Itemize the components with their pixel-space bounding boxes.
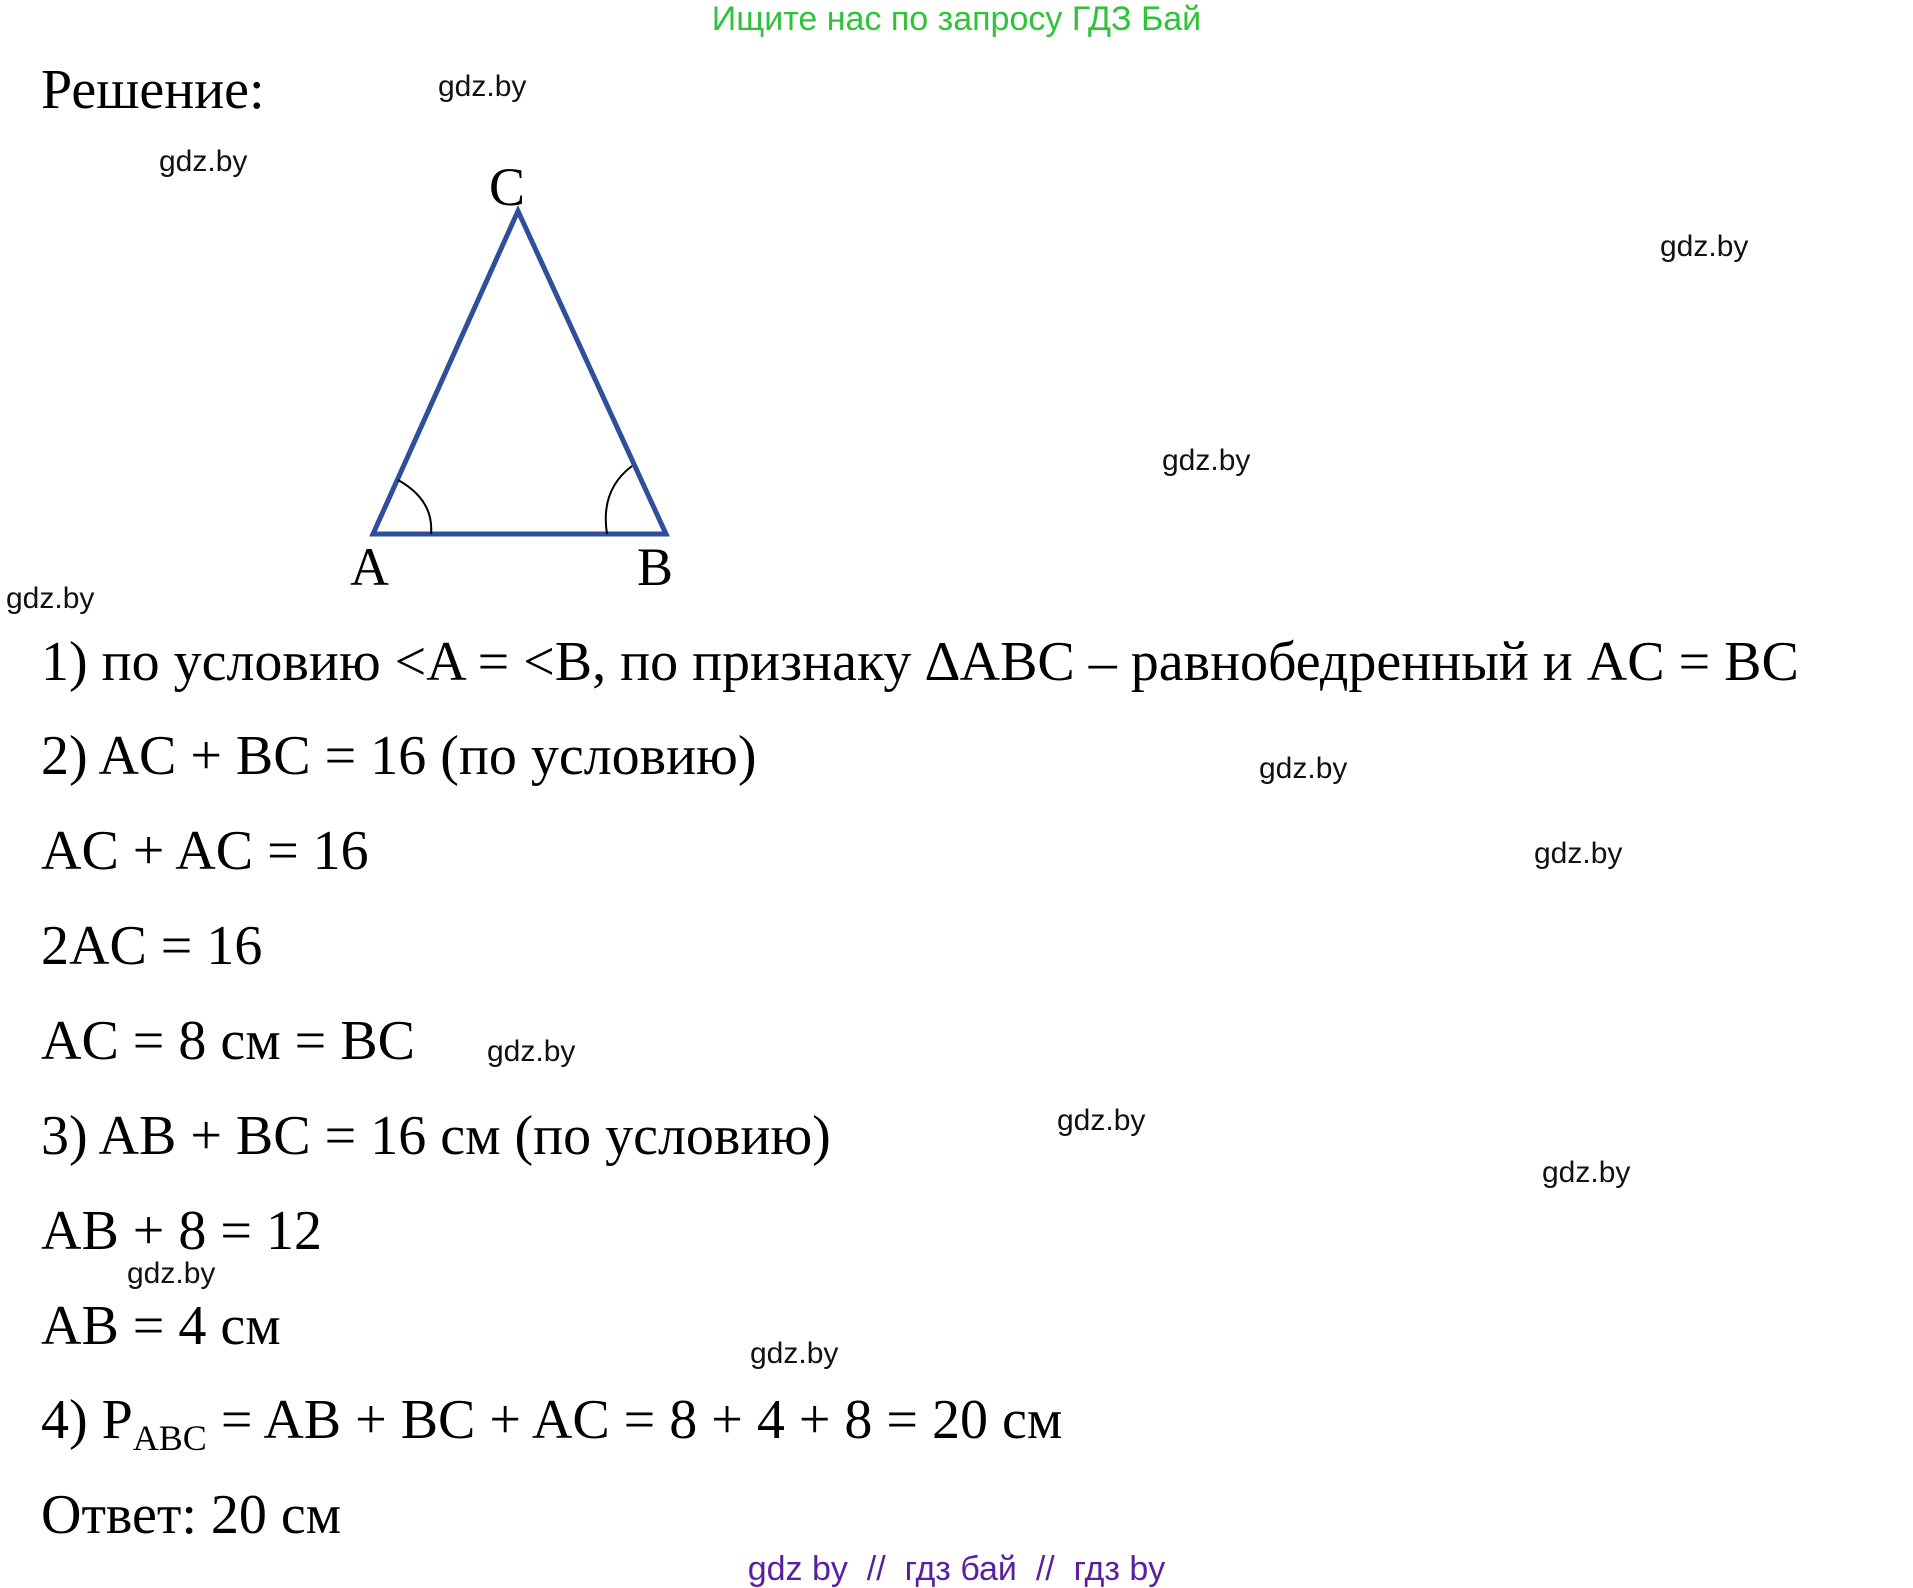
perimeter-subscript: ABC	[132, 1418, 207, 1458]
vertex-label-a: A	[350, 537, 389, 597]
watermark: gdz.by	[1660, 230, 1749, 263]
watermark: gdz.by	[1162, 444, 1251, 477]
footer-links: gdz by // гдз бай // гдз by	[747, 1550, 1166, 1588]
top-banner: Ищите нас по запросу ГДЗ Бай	[711, 0, 1202, 38]
solution-step-1: 1) по условию <A = <B, по признаку ∆ABC – равнобедренный и AC = BC	[41, 631, 1799, 693]
angle-a-arc	[398, 480, 431, 534]
solution-line-7: AB + 8 = 12	[41, 1200, 322, 1262]
triangle-abc	[373, 211, 666, 534]
answer-line: Ответ: 20 см	[41, 1484, 342, 1546]
perimeter-equation: = AB + BC + AC = 8 + 4 + 8 = 20 см	[206, 1389, 1063, 1451]
solution-heading: Решение:	[41, 59, 265, 121]
watermark: gdz.by	[1057, 1104, 1146, 1137]
solution-line-8: AB = 4 см	[41, 1295, 281, 1357]
vertex-label-c: C	[489, 157, 526, 217]
watermark: gdz.by	[6, 582, 95, 615]
solution-line-5: AC = 8 см = BC	[41, 1010, 415, 1072]
watermark: gdz.by	[159, 145, 248, 178]
watermark: gdz.by	[487, 1035, 576, 1068]
perimeter-symbol: 4) P	[41, 1389, 133, 1451]
watermark: gdz.by	[750, 1337, 839, 1370]
watermark: gdz.by	[127, 1257, 216, 1290]
vertex-label-b: B	[637, 537, 674, 597]
watermark: gdz.by	[438, 70, 527, 103]
solution-step-4	[41, 1389, 1063, 1458]
solution-step-3: 3) AB + BC = 16 см (по условию)	[41, 1105, 831, 1167]
watermark: gdz.by	[1542, 1156, 1631, 1189]
watermark: gdz.by	[1534, 837, 1623, 870]
solution-step-2: 2) AC + BC = 16 (по условию)	[41, 725, 757, 787]
watermark: gdz.by	[1259, 752, 1348, 785]
solution-line-3: AC + AC = 16	[41, 820, 369, 882]
solution-line-4: 2AC = 16	[41, 915, 263, 977]
angle-b-arc	[606, 466, 632, 534]
